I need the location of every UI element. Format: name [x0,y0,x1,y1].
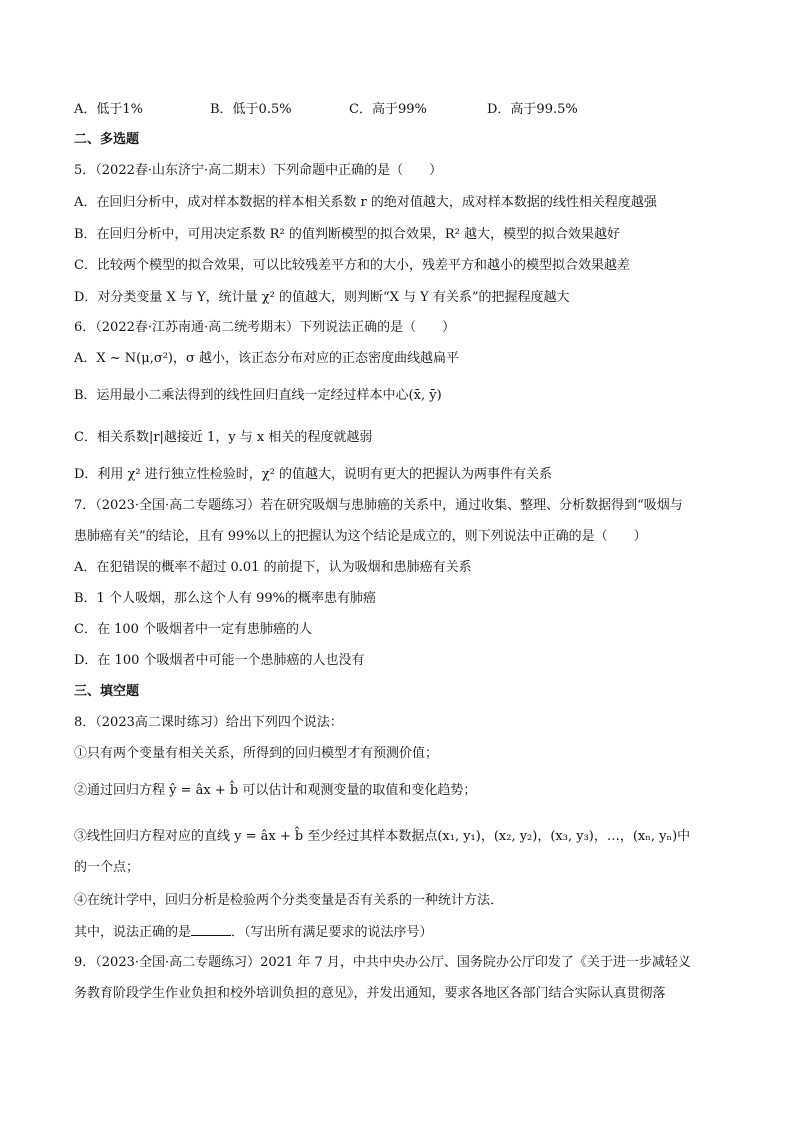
q8-statement-3: ③线性回归方程对应的直线 y = âx + b̂ 至少经过其样本数据点(x₁, y₁)，(x₂, y₂)，(x₃, y₃)，…，(xₙ, yₙ)中 [74,829,691,844]
q8-statement-2: ②通过回归方程 ŷ = âx + b̂ 可以估计和观测变量的取值和变化趋势； [74,783,477,798]
q6-stem: 6．（2022春·江苏南通·高二统考期末）下列说法正确的是（ ） [74,320,456,335]
section-heading-multiple-choice: 二、多选题 [74,132,140,147]
q8-stem: 8．（2023高二课时练习）给出下列四个说法： [74,715,343,730]
q6-option-c: C．相关系数|r|越接近 1，y 与 x 相关的程度就越弱 [74,430,373,445]
q7-stem-line1: 7．（2023·全国·高二专题练习）若在研究吸烟与患肺癌的关系中，通过收集、整理、分析数据得到“吸烟与 [74,498,683,513]
q5-option-d: D．对分类变量 X 与 Y，统计量 χ² 的值越大，则判断“X 与 Y 有关系”的把握程度越大 [74,290,570,305]
q6-option-d: D．利用 χ² 进行独立性检验时，χ² 的值越大，说明有更大的把握认为两事件有关系 [74,467,552,482]
q9-stem-line2: 务教育阶段学生作业负担和校外培训负担的意见》，并发出通知，要求各地区各部门结合实际认真贯彻落 [74,986,666,1001]
q7-option-b: B．1 个人吸烟，那么这个人有 99%的概率患有肺癌 [74,591,376,606]
q7-option-d: D．在 100 个吸烟者中可能一个患肺癌的人也没有 [74,653,365,668]
q8-statement-1: ①只有两个变量有相关关系，所得到的回归模型才有预测价值； [74,746,439,761]
q8-question-prefix: 其中，说法正确的是 [74,925,192,940]
q9-stem-line1: 9．（2023·全国·高二专题练习）2021 年 7 月，中共中央办公厅、国务院办公厅印发了《关于进一步减轻义 [74,955,691,970]
q8-statement-3-cont: 的一个点； [74,860,140,875]
q7-stem-line2: 患肺癌有关”的结论，且有 99%以上的把握认为这个结论是成立的，则下列说法中正确的是（ ） [74,529,647,544]
q8-question [74,923,433,942]
q5-option-b: B．在回归分析中，可用决定系数 R² 的值判断模型的拟合效果，R² 越大，模型的拟合效果越好 [74,227,620,242]
q6-option-a: A．X ~ N(μ,σ²)，σ 越小，该正态分布对应的正态密度曲线越扁平 [74,351,459,366]
q4-option-c: C．高于99% [349,102,427,117]
q5-stem: 5．（2022春·山东济宁·高二期末）下列命题中正确的是（ ） [74,163,443,178]
q7-option-a: A．在犯错误的概率不超过 0.01 的前提下，认为吸烟和患肺癌有关系 [74,560,472,575]
q7-option-c: C．在 100 个吸烟者中一定有患肺癌的人 [74,622,313,637]
q4-option-d: D．高于99.5% [487,102,578,117]
section-heading-fill-in: 三、填空题 [74,684,140,699]
q5-option-c: C．比较两个模型的拟合效果，可以比较残差平方和的大小，残差平方和越小的模型拟合效果越差 [74,258,630,273]
q8-statement-4: ④在统计学中，回归分析是检验两个分类变量是否有关系的一种统计方法． [74,893,504,908]
answer-blank [191,923,231,936]
q6-option-b: B．运用最小二乘法得到的线性回归直线一定经过样本中心(x̄, ȳ) [74,388,442,403]
q5-option-a: A．在回归分析中，成对样本数据的样本相关系数 r 的绝对值越大，成对样本数据的线性相关程度越强 [74,195,657,210]
q8-question-suffix: ．（写出所有满足要求的说法序号） [231,925,433,940]
q4-option-b: B．低于0.5% [210,102,292,117]
q4-option-a: A．低于1% [74,102,144,117]
